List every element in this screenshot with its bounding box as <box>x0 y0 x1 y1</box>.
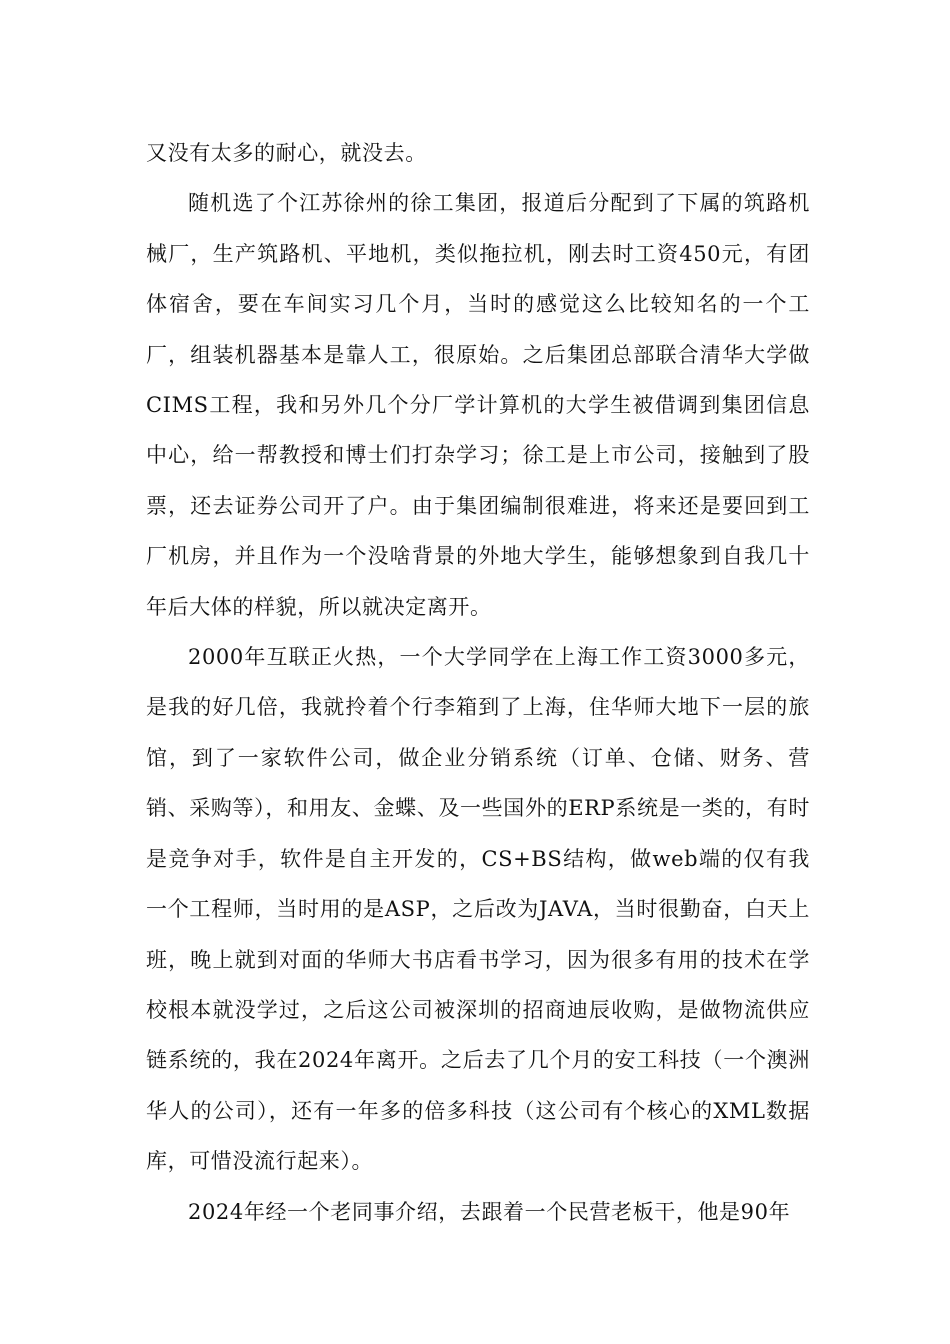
paragraph-1: 又没有太多的耐心，就没去。 <box>146 141 427 165</box>
paragraph-2: 随机选了个江苏徐州的徐工集团，报道后分配到了下属的筑路机械厂，生产筑路机、平地机，类似拖拉机，刚去时工资450元，有团体宿舍，要在车间实习几个月，当时的感觉这么比较知名的一个工厂，组装机器基本是靠人工，很原始。之后集团总部联合清华大学做CIMS工程，我和另外几个分厂学计算机的大学生被借调到集团信息中心，给一帮教授和博士们打杂学习；徐工是上市公司，接触到了股票，还去证券公司开了户。由于集团编制很难进，将来还是要回到工厂机房，并且作为一个没啥背景的外地大学生，能够想象到自我几十年后大体的样貌，所以就决定离开。 <box>146 191 810 619</box>
paragraph-4: 2024年经一个老同事介绍，去跟着一个民营老板干，他是90年 <box>188 1199 791 1224</box>
document-body <box>146 128 810 1237</box>
paragraph-3: 2000年互联正火热，一个大学同学在上海工作工资3000多元，是我的好几倍，我就拎着个行李箱到了上海，住华师大地下一层的旅馆，到了一家软件公司，做企业分销系统（订单、仓储、财务、营销、采购等），和用友、金蝶、及一些国外的ERP系统是一类的，有时是竞争对手，软件是自主开发的，CS+BS结构，做web端的仅有我一个工程师，当时用的是ASP，之后改为JAVA，当时很勤奋，白天上班，晚上就到对面的华师大书店看书学习，因为很多有用的技术在学校根本就没学过，之后这公司被深圳的招商迪辰收购，是做物流供应链系统的，我在2024年离开。之后去了几个月的安工科技（一个澳洲华人的公司），还有一年多的倍多科技（这公司有个核心的XML数据库，可惜没流行起来）。 <box>146 645 810 1174</box>
